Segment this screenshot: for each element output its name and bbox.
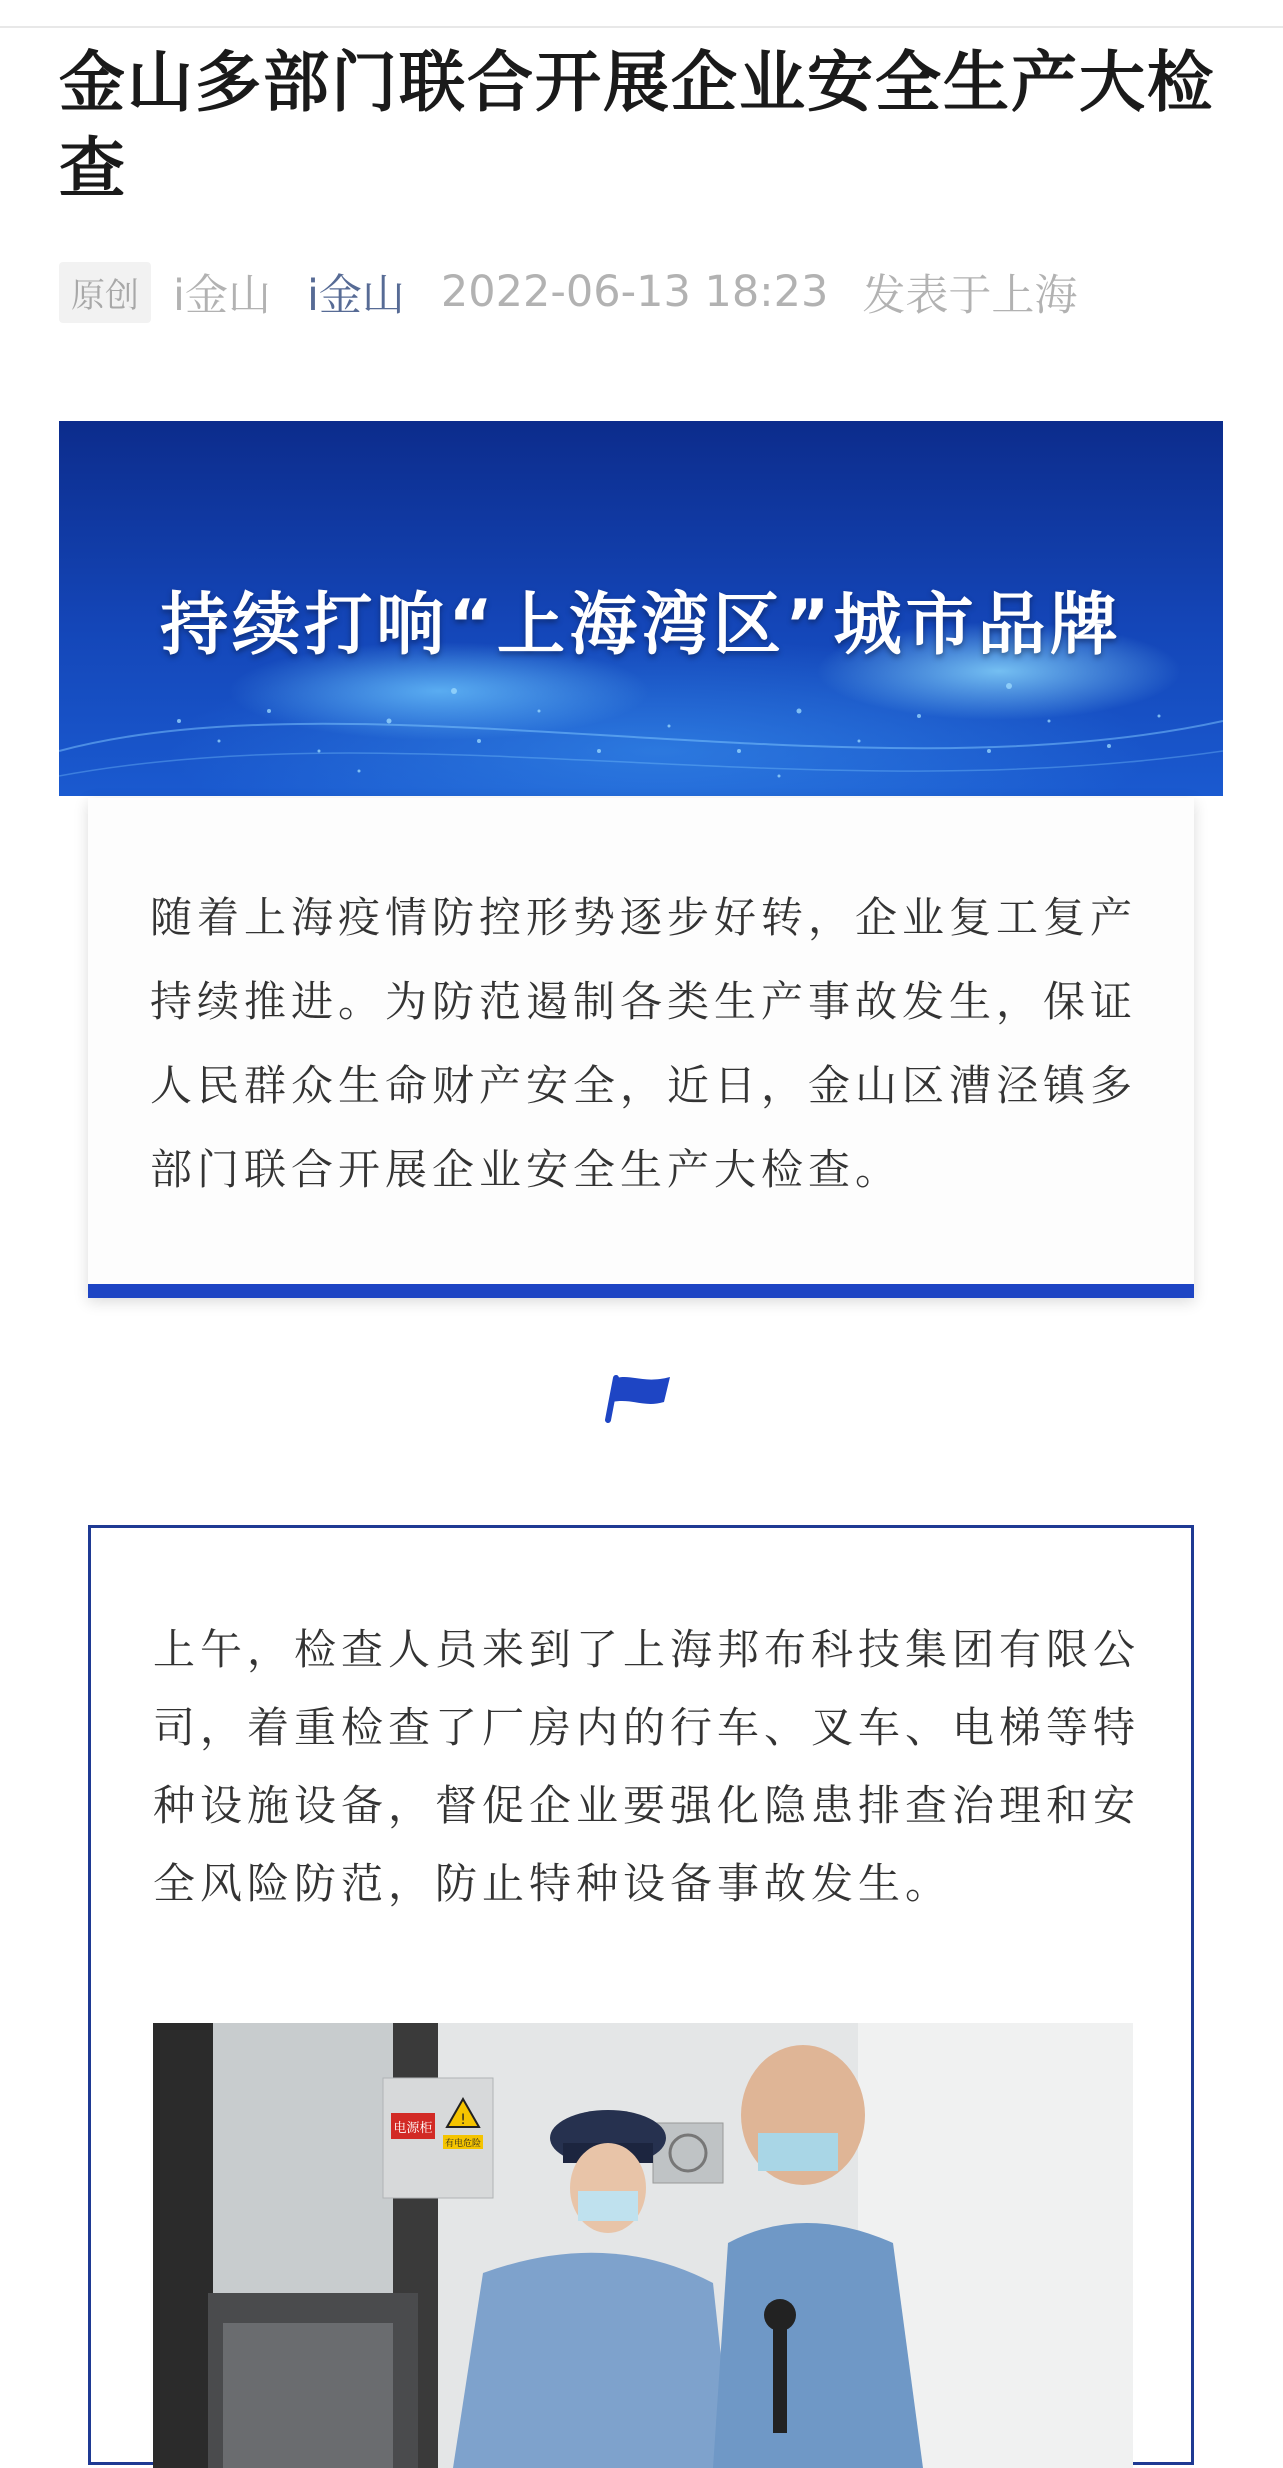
- header-banner-image: [59, 421, 1223, 796]
- banner-title: 持续打响“上海湾区”城市品牌: [160, 586, 1122, 665]
- publish-location: 发表于上海: [862, 270, 1078, 321]
- content-section: [88, 1525, 1194, 2465]
- inspection-photo: [153, 2023, 1133, 2468]
- author-name: i金山: [173, 270, 271, 321]
- intro-paragraph: 随着上海疫情防控形势逐步好转，企业复工复产持续推进。为防范遏制各类生产事故发生，保证人民群众生命财产安全，近日，金山区漕泾镇多部门联合开展企业安全生产大检查。: [150, 893, 1138, 1194]
- svg-text:!: !: [460, 2112, 466, 2128]
- flag-icon: [604, 1372, 674, 1431]
- original-badge: 原创: [59, 262, 151, 323]
- section-paragraph: 上午，检查人员来到了上海邦布科技集团有限公司，着重检查了厂房内的行车、叉车、电梯等特种设施设备，督促企业要强化隐患排查治理和安全风险防范，防止特种设备事故发生。: [153, 1625, 1141, 1908]
- account-link[interactable]: i金山: [306, 270, 405, 321]
- article-title: 金山多部门联合开展企业安全生产大检查: [59, 44, 1215, 207]
- publish-time: 2022-06-13 18:23: [440, 267, 829, 317]
- article-meta: [59, 262, 1077, 322]
- intro-card: [88, 798, 1194, 1298]
- top-bar: [0, 0, 1283, 28]
- photo-sign-warning: 有电危险: [444, 2139, 482, 2149]
- photo-sign-red: 电源柜: [393, 2121, 433, 2136]
